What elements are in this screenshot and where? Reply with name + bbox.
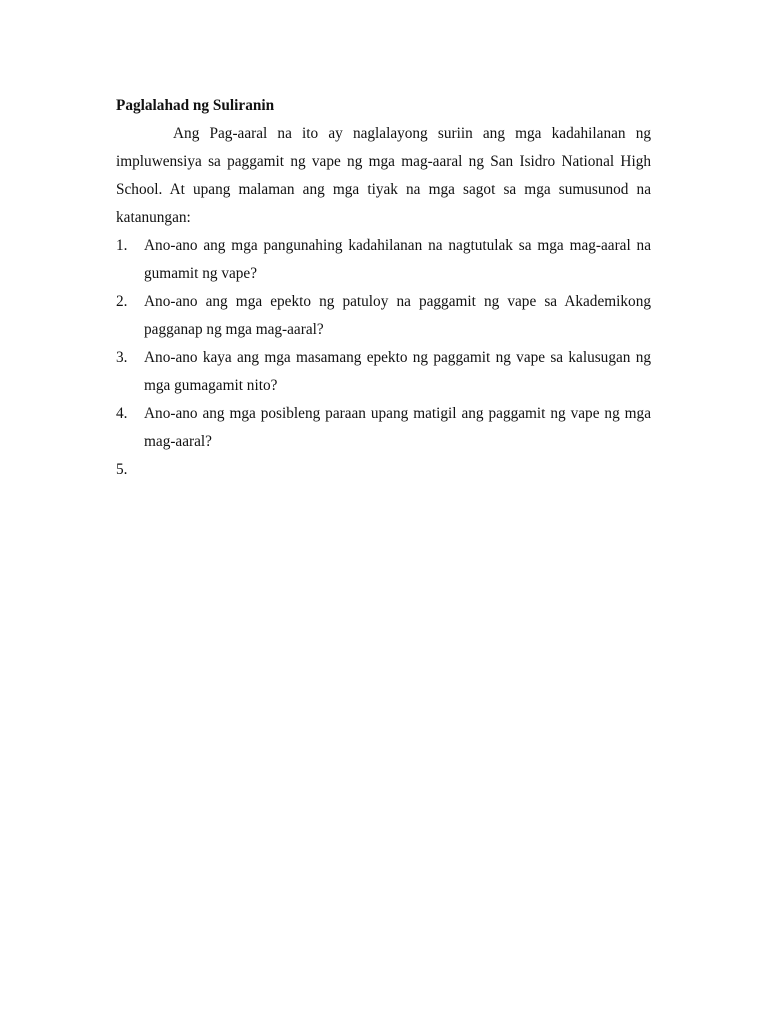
intro-paragraph: Ang Pag-aaral na ito ay naglalayong suriin ang mga kadahilanan ng impluwensiya sa paggamit ng vape ng mga mag-aaral ng San Isidro National High School. At upang malaman ang mga tiyak na mga sagot sa mga sumusunod na katanungan: bbox=[116, 125, 651, 226]
list-item-number: 5. bbox=[116, 461, 128, 478]
list-item bbox=[116, 232, 651, 288]
research-questions-list bbox=[116, 232, 651, 484]
list-item bbox=[116, 288, 651, 344]
list-item-number: 3. bbox=[116, 349, 128, 366]
list-item bbox=[116, 456, 651, 484]
list-item bbox=[116, 344, 651, 400]
list-item-text: Ano-ano ang mga pangunahing kadahilanan na nagtutulak sa mga mag-aaral na gumamit ng vape? bbox=[144, 237, 651, 282]
document-page bbox=[116, 92, 651, 484]
list-item-text bbox=[144, 461, 148, 478]
list-item-number: 4. bbox=[116, 405, 128, 422]
section-heading: Paglalahad ng Suliranin bbox=[116, 97, 275, 114]
list-item-text: Ano-ano kaya ang mga masamang epekto ng paggamit ng vape sa kalusugan ng mga gumagamit nito? bbox=[144, 349, 651, 394]
list-item-number: 1. bbox=[116, 237, 128, 254]
list-item-text: Ano-ano ang mga posibleng paraan upang matigil ang paggamit ng vape ng mga mag-aaral? bbox=[144, 405, 651, 450]
list-item bbox=[116, 400, 651, 456]
list-item-text: Ano-ano ang mga epekto ng patuloy na paggamit ng vape sa Akademikong pagganap ng mga mag-aaral? bbox=[144, 293, 651, 338]
list-item-number: 2. bbox=[116, 293, 128, 310]
